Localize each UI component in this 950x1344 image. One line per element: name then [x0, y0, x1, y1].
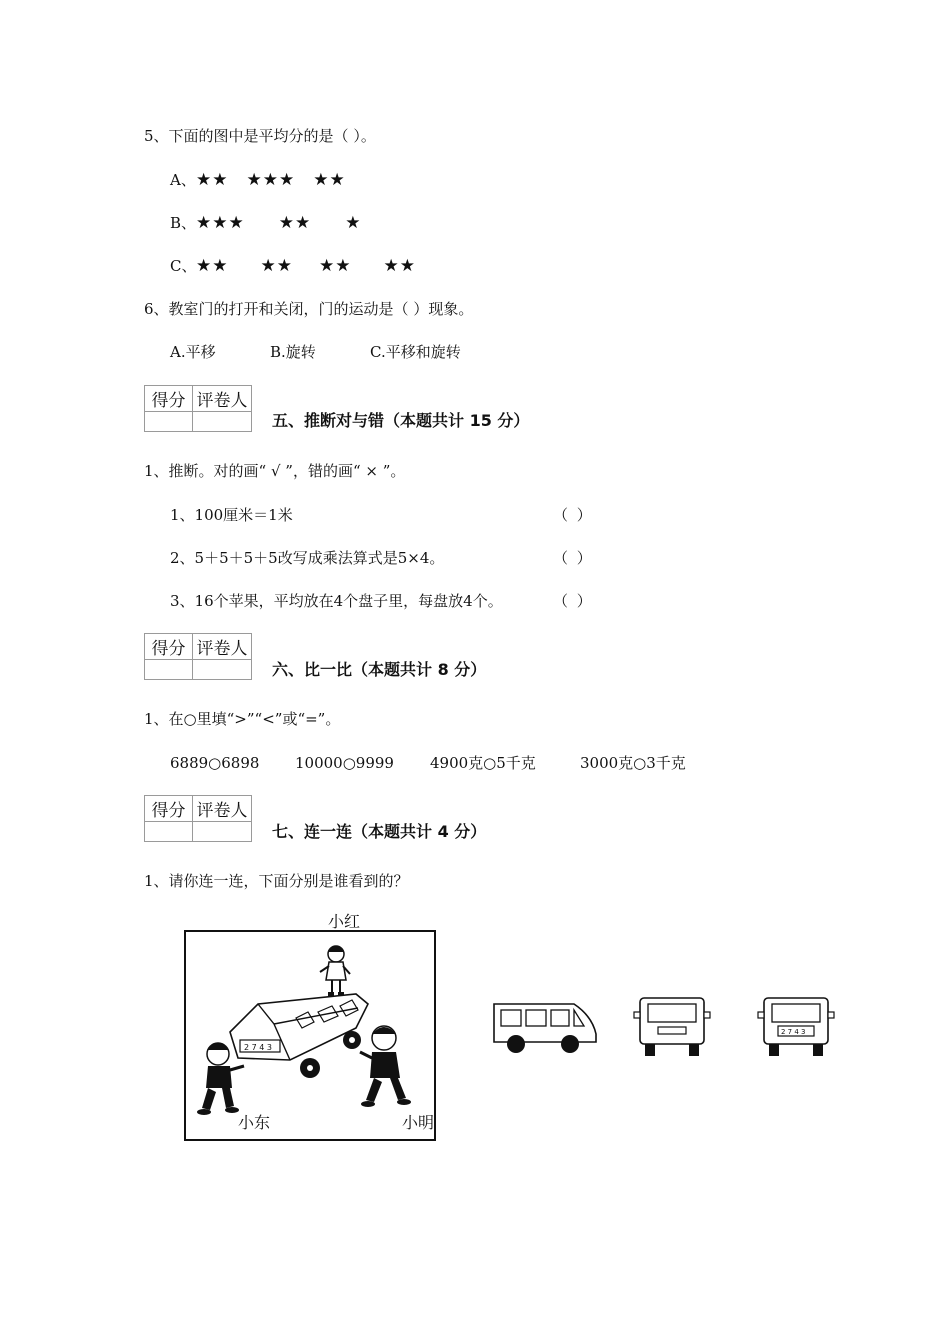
star-group: ★★★ [246, 170, 296, 190]
q6-option-b[interactable]: B.旋转 [270, 343, 316, 361]
q6-option-c[interactable]: C.平移和旋转 [370, 343, 461, 361]
score-cell[interactable] [145, 822, 193, 842]
boy-right-figure [360, 1026, 411, 1107]
star-group: ★★ [383, 256, 416, 276]
van-back-view[interactable] [632, 996, 712, 1058]
star-group: ★★★ [196, 213, 245, 233]
compare-item-3[interactable]: 4900克○5千克 [430, 754, 536, 772]
section5-title: 五、推断对与错（本题共计 15 分） [272, 411, 530, 430]
girl-figure [320, 946, 350, 996]
name-xiaodong: 小东 [238, 1113, 271, 1132]
name-xiaoming: 小明 [402, 1113, 435, 1132]
compare-item-2[interactable]: 10000○9999 [295, 754, 394, 772]
grader-cell[interactable] [193, 660, 252, 680]
grader-label: 评卷人 [193, 796, 252, 822]
grader-label: 评卷人 [193, 634, 252, 660]
q5-option-c[interactable] [170, 258, 416, 275]
car-scene-illustration [186, 932, 434, 1139]
option-label: C、 [170, 257, 197, 275]
option-label: B、 [170, 214, 197, 232]
score-label: 得分 [145, 634, 193, 660]
section6-title: 六、比一比（本题共计 8 分） [272, 660, 487, 679]
van-side-view[interactable] [492, 998, 600, 1054]
front-plate-text: 2 7 4 3 [781, 1028, 806, 1036]
section7-question: 1、请你连一连，下面分别是谁看到的？ [144, 872, 409, 890]
van-front-view[interactable] [756, 996, 836, 1058]
q6-stem: 6、教室门的打开和关闭，门的运动是（ ）现象。 [144, 300, 474, 318]
section6-question: 1、在○里填“>”“<”或“=”。 [144, 710, 341, 728]
score-cell[interactable] [145, 412, 193, 432]
compare-item-1[interactable]: 6889○6898 [170, 754, 260, 772]
score-box [144, 795, 252, 842]
section5-question: 1、推断。对的画“ √ ”，错的画“ × ”。 [144, 462, 406, 480]
scene-picture-frame [184, 930, 436, 1141]
score-cell[interactable] [145, 660, 193, 680]
tf-answer-1[interactable]: （ ） [553, 506, 594, 524]
star-group: ★★ [260, 256, 293, 276]
star-group: ★★ [318, 256, 352, 276]
compare-item-4[interactable]: 3000克○3千克 [580, 754, 686, 772]
q5-stem: 5、下面的图中是平均分的是（ ）。 [144, 127, 376, 145]
q5-option-b[interactable] [170, 215, 361, 232]
section7-title: 七、连一连（本题共计 4 分） [272, 822, 487, 841]
score-box [144, 385, 252, 432]
star-group: ★★ [196, 256, 229, 276]
grader-cell[interactable] [193, 822, 252, 842]
q6-option-a[interactable]: A.平移 [170, 343, 216, 361]
tf-answer-2[interactable]: （ ） [553, 549, 594, 567]
name-xiaohong: 小红 [328, 912, 361, 931]
tf-item-1: 1、100厘米＝1米 [170, 506, 293, 524]
grader-label: 评卷人 [193, 386, 252, 412]
van-plate-text: 2 7 4 3 [244, 1043, 272, 1052]
score-box [144, 633, 252, 680]
star-group: ★★ [278, 213, 312, 233]
option-label: A、 [170, 171, 196, 189]
star-group: ★★ [313, 170, 346, 190]
tf-answer-3[interactable]: （ ） [553, 592, 594, 610]
q5-option-a[interactable] [170, 172, 346, 189]
star-group: ★★ [196, 170, 229, 190]
score-label: 得分 [145, 796, 193, 822]
score-label: 得分 [145, 386, 193, 412]
van-drawing [230, 994, 368, 1078]
grader-cell[interactable] [193, 412, 252, 432]
tf-item-2: 2、5＋5＋5＋5改写成乘法算式是5×4。 [170, 549, 445, 567]
tf-item-3: 3、16个苹果，平均放在4个盘子里，每盘放4个。 [170, 592, 503, 610]
star-group: ★ [345, 213, 362, 233]
